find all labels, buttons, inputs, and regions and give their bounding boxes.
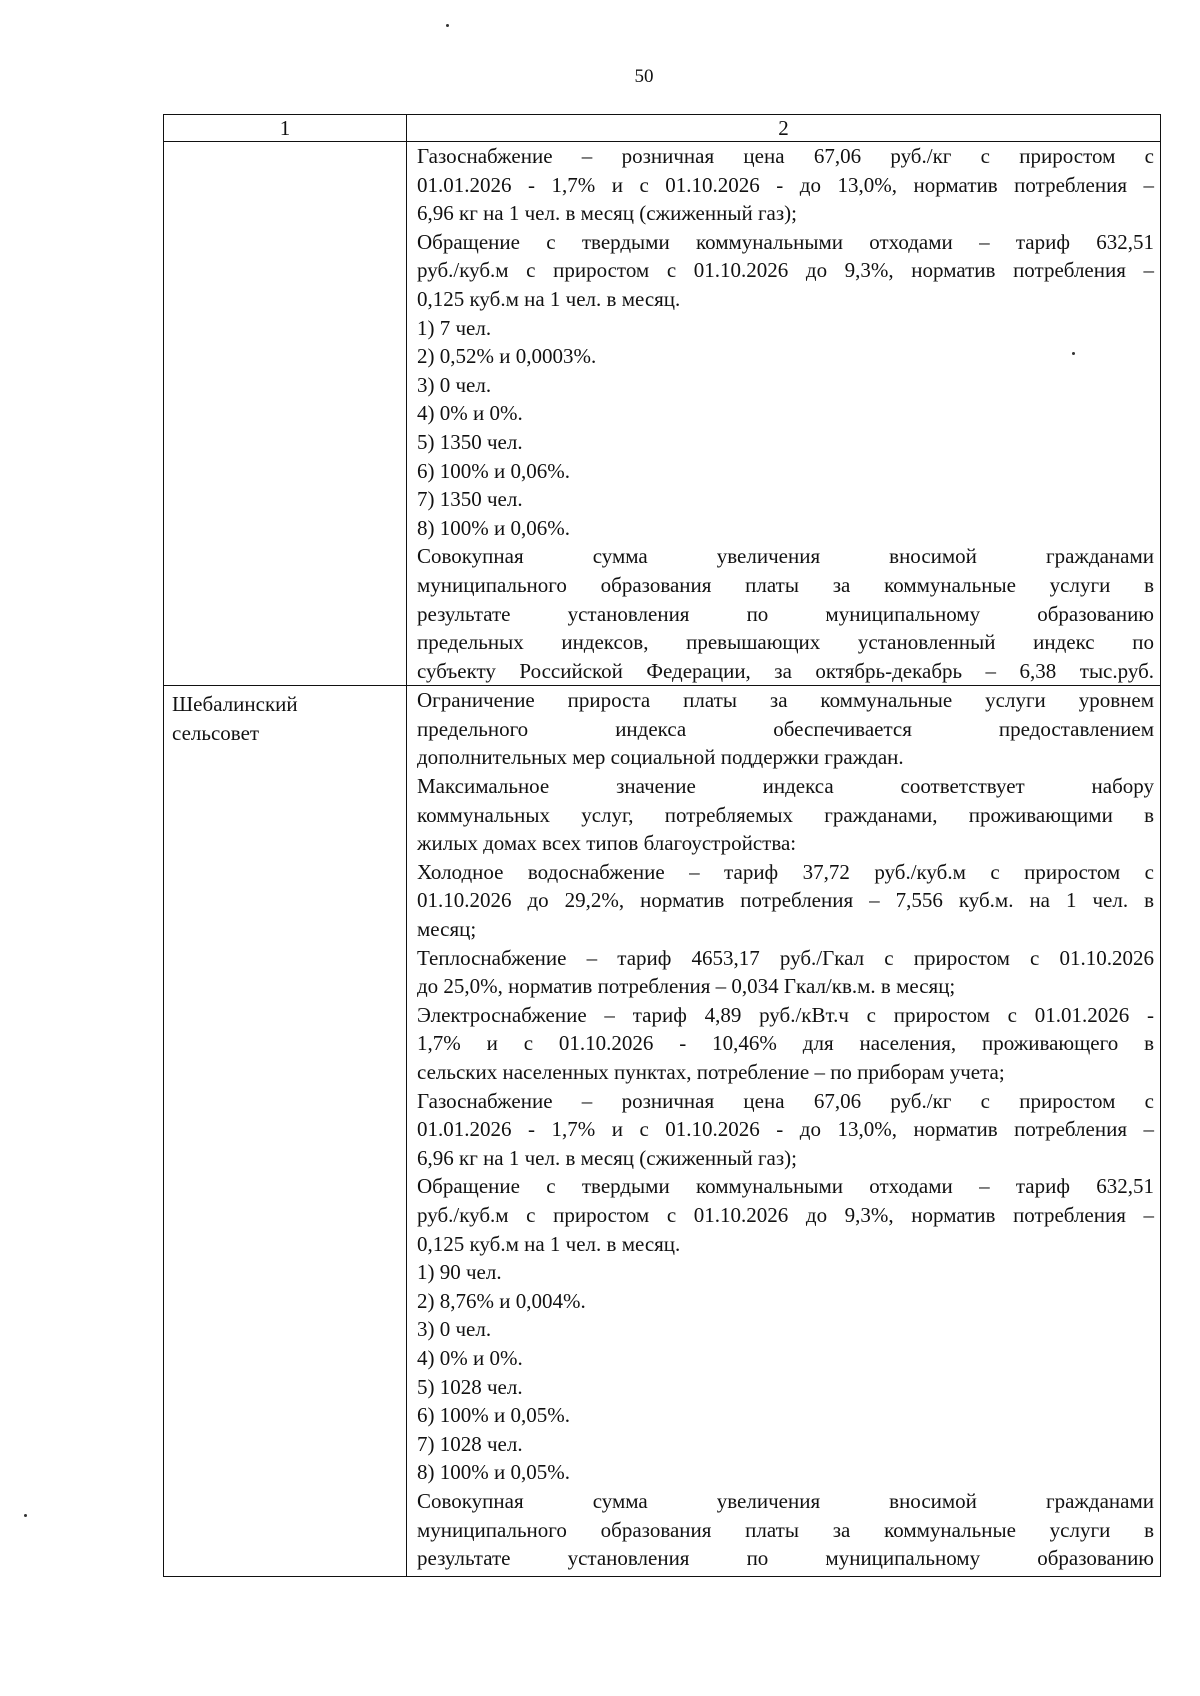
text-line: 01.10.2026 до 29,2%, норматив потребления – 7,556 куб.м. на 1 чел. в (417, 888, 1154, 913)
text-line: 1,7% и с 01.10.2026 - 10,46% для населения, проживающего в (417, 1031, 1154, 1056)
page-number: 50 (634, 66, 654, 87)
municipality-name-line: Шебалинский (172, 692, 298, 717)
column-header-2: 2 (407, 115, 1161, 142)
description-cell (407, 686, 1161, 1577)
text-line: 6,96 кг на 1 чел. в месяц (сжиженный газ); (417, 1145, 797, 1170)
text-line: 0,125 куб.м на 1 чел. в месяц. (417, 286, 681, 311)
text-line: предельного индекса обеспечивается предоставлением (417, 716, 1154, 741)
text-line: 2) 8,76% и 0,004%. (417, 1288, 586, 1313)
municipality-cell (164, 686, 407, 1577)
municipality-name-line: сельсовет (172, 720, 260, 745)
text-line: 5) 1350 чел. (417, 429, 523, 454)
municipality-cell (164, 142, 407, 686)
scan-speck (1072, 352, 1075, 355)
text-line: 4) 0% и 0%. (417, 401, 523, 426)
text-line: Ограничение прироста платы за коммунальные услуги уровнем (417, 688, 1154, 713)
table-header-row (164, 115, 1161, 142)
text-line: жилых домах всех типов благоустройства: (417, 831, 797, 856)
text-line: 6) 100% и 0,06%. (417, 458, 570, 483)
scan-speck (24, 1514, 27, 1517)
text-line: 4) 0% и 0%. (417, 1345, 523, 1370)
text-line: дополнительных мер социальной поддержки граждан. (417, 745, 904, 770)
text-line: Совокупная сумма увеличения вносимой гражданами (417, 544, 1154, 569)
text-line: результате установления по муниципальному образованию (417, 601, 1154, 626)
text-line: коммунальных услуг, потребляемых гражданами, проживающими в (417, 802, 1154, 827)
text-line: 0,125 куб.м на 1 чел. в месяц. (417, 1231, 681, 1256)
text-line: 3) 0 чел. (417, 1317, 492, 1342)
text-line: результате установления по муниципальному образованию (417, 1546, 1154, 1571)
text-line: месяц; (417, 917, 477, 942)
text-line: 7) 1350 чел. (417, 487, 523, 512)
column-header-1: 1 (164, 115, 407, 142)
table-row (164, 142, 1161, 686)
text-line: 7) 1028 чел. (417, 1431, 523, 1456)
text-line: руб./куб.м с приростом с 01.10.2026 до 9,3%, норматив потребления – (417, 1202, 1154, 1227)
text-line: 2) 0,52% и 0,0003%. (417, 344, 597, 369)
text-line: до 25,0%, норматив потребления – 0,034 Гкал/кв.м. в месяц; (417, 974, 956, 999)
text-line: 1) 90 чел. (417, 1260, 502, 1285)
text-line: 1) 7 чел. (417, 315, 492, 340)
text-line: Электроснабжение – тариф 4,89 руб./кВт.ч с приростом с 01.01.2026 - (417, 1002, 1154, 1027)
scan-speck (446, 24, 449, 27)
text-line: 6) 100% и 0,05%. (417, 1403, 570, 1428)
text-line: Обращение с твердыми коммунальными отходами – тариф 632,51 (417, 229, 1154, 254)
text-line: сельских населенных пунктах, потребление – по приборам учета; (417, 1060, 1005, 1084)
text-line: 8) 100% и 0,05%. (417, 1460, 570, 1485)
text-line: Теплоснабжение – тариф 4653,17 руб./Гкал с приростом с 01.10.2026 (417, 945, 1154, 970)
text-line: 3) 0 чел. (417, 372, 492, 397)
data-table (163, 114, 1161, 1577)
table-row (164, 686, 1161, 1577)
text-line: Совокупная сумма увеличения вносимой гражданами (417, 1488, 1154, 1513)
text-line: 01.01.2026 - 1,7% и с 01.10.2026 - до 13,0%, норматив потребления – (417, 1117, 1154, 1142)
text-line: руб./куб.м с приростом с 01.10.2026 до 9,3%, норматив потребления – (417, 258, 1154, 283)
text-line: Обращение с твердыми коммунальными отходами – тариф 632,51 (417, 1174, 1154, 1199)
text-line: 01.01.2026 - 1,7% и с 01.10.2026 - до 13,0%, норматив потребления – (417, 172, 1154, 197)
description-cell (407, 142, 1161, 686)
text-line: 5) 1028 чел. (417, 1374, 523, 1399)
text-line: Холодное водоснабжение – тариф 37,72 руб./куб.м с приростом с (417, 859, 1154, 884)
text-line: 6,96 кг на 1 чел. в месяц (сжиженный газ); (417, 201, 797, 226)
text-line: Максимальное значение индекса соответствует набору (417, 774, 1154, 799)
text-line: муниципального образования платы за коммунальные услуги в (417, 572, 1154, 597)
text-line: 8) 100% и 0,06%. (417, 515, 570, 540)
text-line: Газоснабжение – розничная цена 67,06 руб./кг с приростом с (417, 144, 1154, 168)
text-line: субъекту Российской Федерации, за октябрь-декабрь – 6,38 тыс.руб. (417, 658, 1154, 683)
text-line: предельных индексов, превышающих установленный индекс по (417, 630, 1154, 655)
text-line: Газоснабжение – розничная цена 67,06 руб./кг с приростом с (417, 1088, 1154, 1113)
text-line: муниципального образования платы за коммунальные услуги в (417, 1517, 1154, 1542)
